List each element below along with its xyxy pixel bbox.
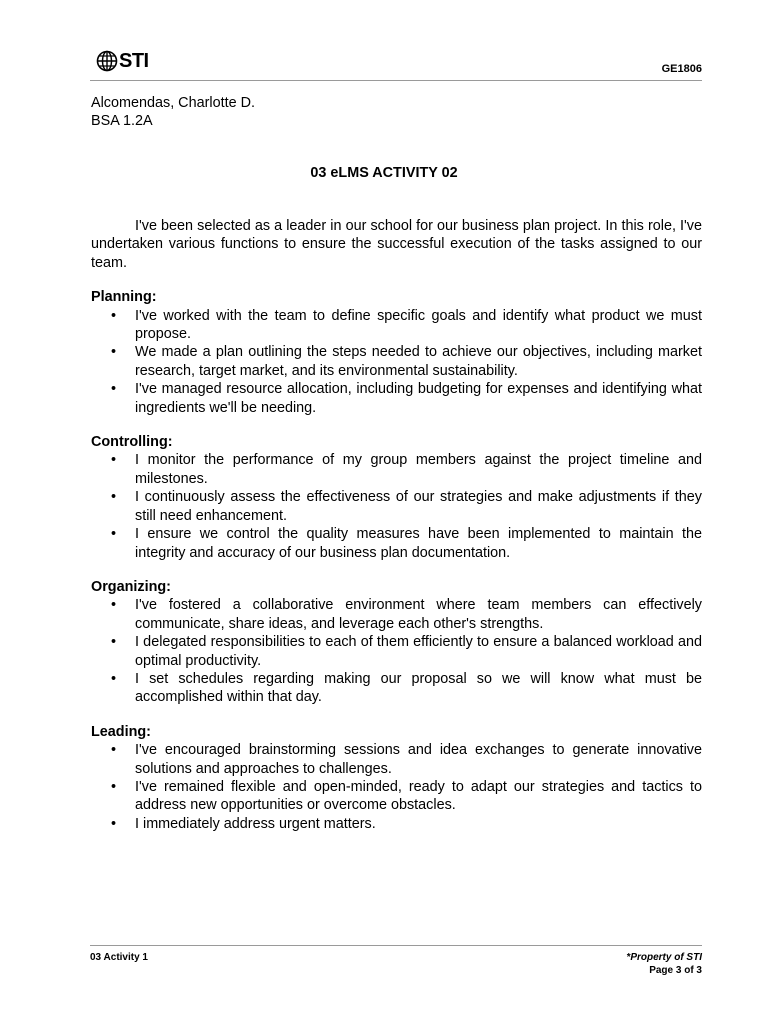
list-item: • We made a plan outlining the steps needed to achieve our objectives, including market research, target market, and its environmental sustainability. (91, 343, 702, 380)
list-item: • I've fostered a collaborative environment where team members can effectively communicate, share ideas, and leverage each other's strengths. (91, 596, 702, 633)
document-body (91, 217, 702, 833)
page-footer (90, 945, 702, 976)
list-item: • I monitor the performance of my group members against the project timeline and milestones. (91, 451, 702, 488)
list-item: • I've encouraged brainstorming sessions and idea exchanges to generate innovative solutions and approaches to challenges. (91, 741, 702, 778)
bullet-list (91, 307, 702, 417)
section-heading: Planning: (91, 289, 157, 306)
list-item: • I've remained flexible and open-minded, ready to adapt our strategies and tactics to address new opportunities or overcome obstacles. (91, 778, 702, 815)
list-item: • I delegated responsibilities to each of them efficiently to ensure a balanced workload and optimal productivity. (91, 633, 702, 670)
student-name: Alcomendas, Charlotte D. (91, 95, 255, 111)
document-title: 03 eLMS ACTIVITY 02 (310, 165, 458, 181)
student-info (91, 94, 255, 130)
property-notice: *Property of STI (626, 952, 702, 963)
logo-text: STI (119, 50, 149, 72)
list-item: • I've worked with the team to define specific goals and identify what product we must propose. (91, 307, 702, 344)
section-planning (91, 288, 702, 417)
list-item: • I continuously assess the effectiveness of our strategies and make adjustments if they still need enhancement. (91, 488, 702, 525)
page-header (90, 48, 702, 81)
list-item: • I ensure we control the quality measures have been implemented to maintain the integrity and accuracy of our business plan documentation. (91, 525, 702, 562)
sti-logo (96, 50, 149, 72)
section-controlling (91, 433, 702, 562)
footer-right (626, 951, 702, 977)
section-organizing (91, 578, 702, 707)
globe-icon (96, 50, 118, 72)
page-number: Page 3 of 3 (649, 965, 702, 976)
section-heading: Leading: (91, 723, 151, 740)
section-heading: Controlling: (91, 434, 173, 451)
bullet-list (91, 741, 702, 833)
bullet-list (91, 451, 702, 561)
bullet-list (91, 596, 702, 706)
intro-paragraph: I've been selected as a leader in our school for our business plan project. In this role, I've undertaken various functions to ensure the successful execution of the tasks assigned to our team. (91, 218, 702, 271)
course-code: GE1806 (661, 63, 702, 75)
list-item: • I've managed resource allocation, including budgeting for expenses and identifying what ingredients we'll be needing. (91, 380, 702, 417)
student-section: BSA 1.2A (91, 113, 153, 129)
footer-activity: 03 Activity 1 (90, 952, 148, 963)
section-heading: Organizing: (91, 578, 171, 595)
list-item: • I immediately address urgent matters. (91, 815, 702, 833)
section-leading (91, 723, 702, 833)
list-item: • I set schedules regarding making our proposal so we will know what must be accomplished within that day. (91, 670, 702, 707)
